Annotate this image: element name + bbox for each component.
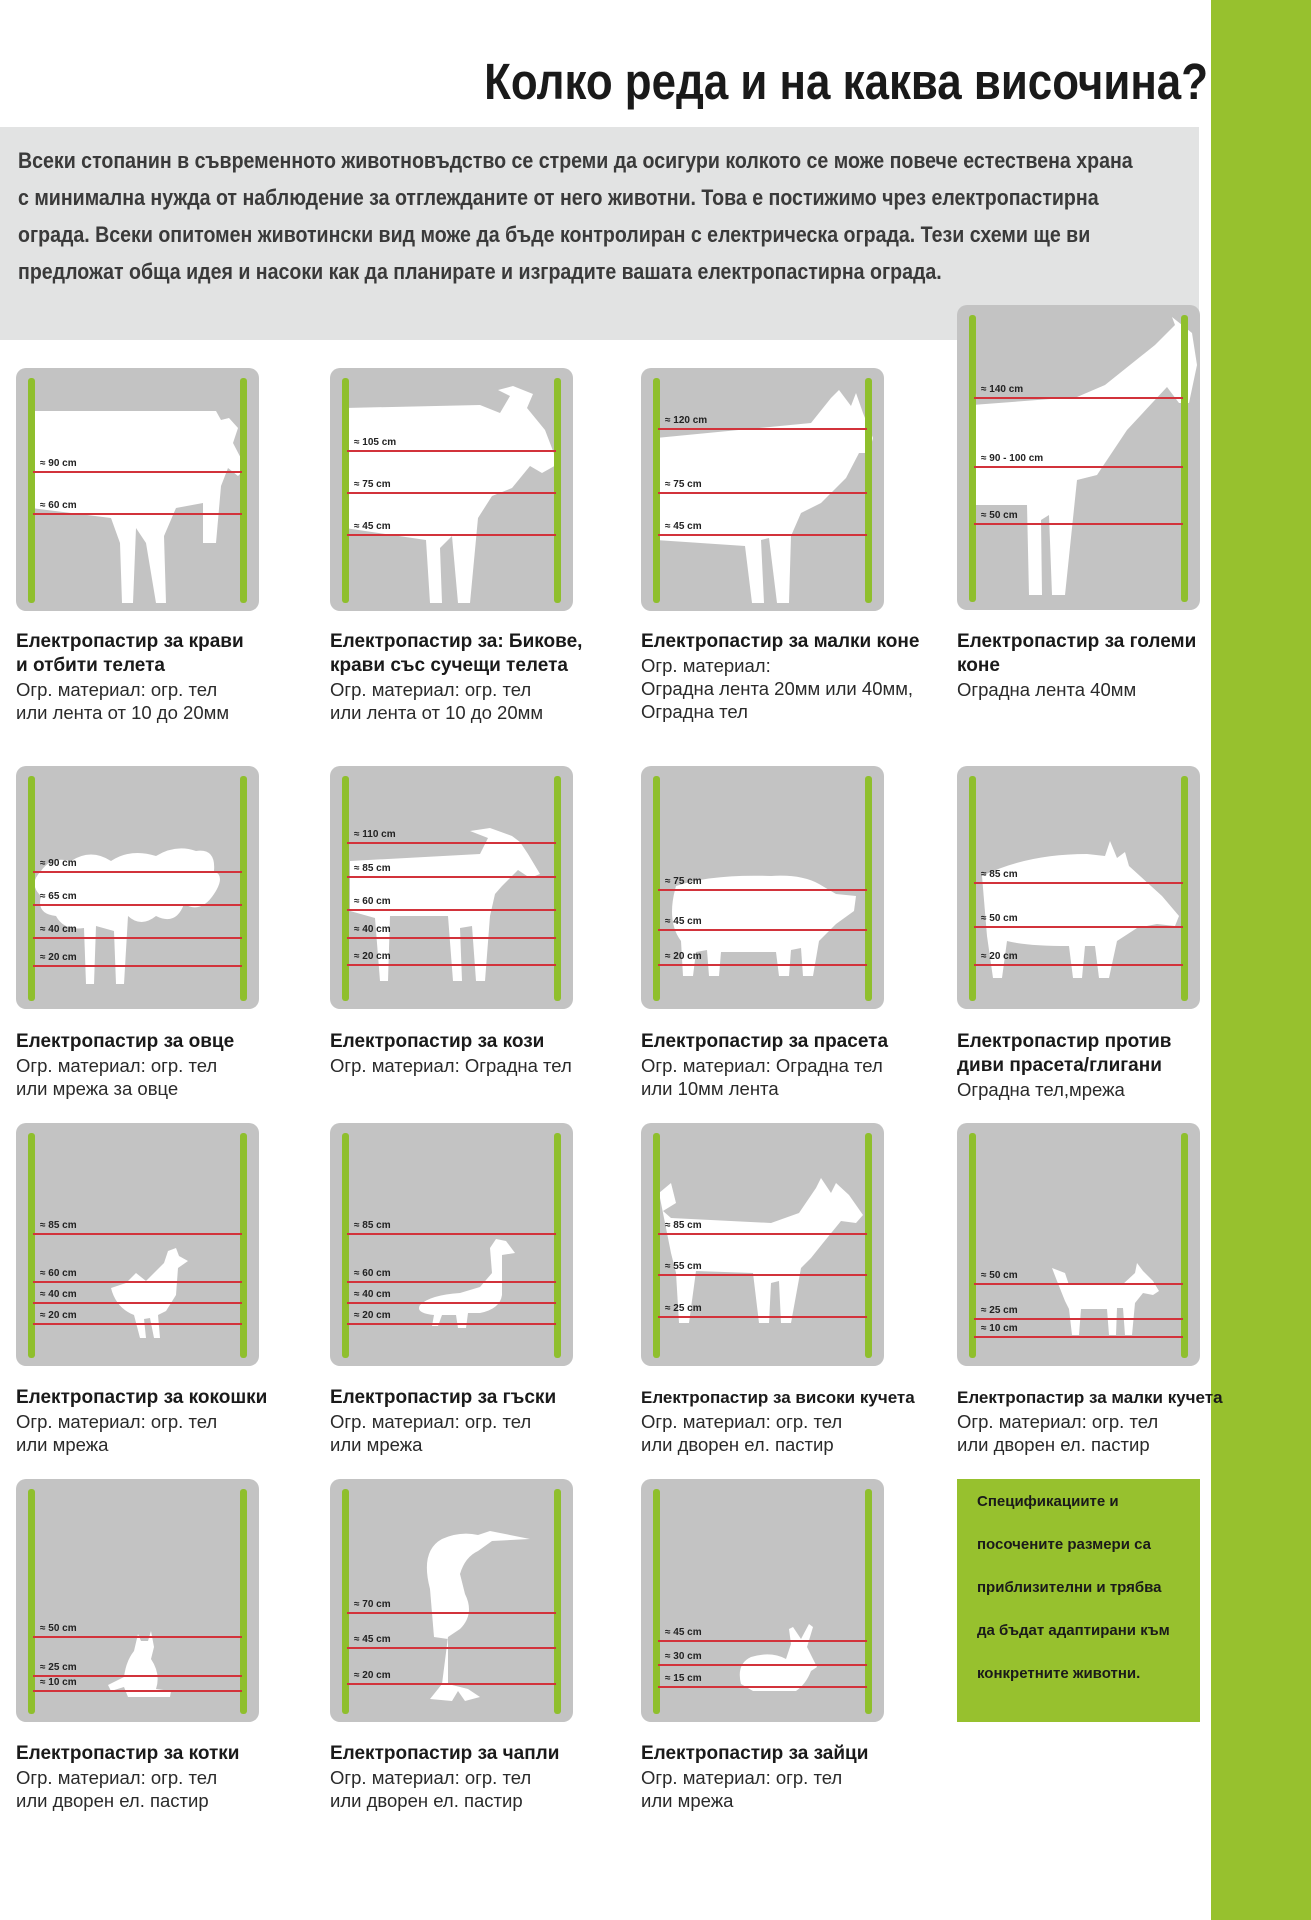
wire-height-label: ≈ 20 cm [354,951,391,962]
note-line: посочените размери са [977,1536,1151,1553]
wire-height-label: ≈ 45 cm [665,1627,702,1638]
wire-height-label: ≈ 85 cm [354,1220,391,1231]
fence-wire [347,964,556,966]
fence-wire [974,882,1183,884]
fence-caption-goat [330,1030,630,1077]
fence-wire [974,1318,1183,1320]
caption-heading: Електропастир за котки [16,1743,240,1764]
wire-height-label: ≈ 10 cm [981,1323,1018,1334]
fence-wire [974,926,1183,928]
fence-caption-cow [16,630,316,724]
fence-wire [33,513,242,515]
note-line: да бъдат адаптирани към [977,1622,1170,1639]
fence-post-left [28,1489,35,1714]
fence-wire [658,1640,867,1642]
caption-material: или мрежа за овце [16,1078,179,1099]
wire-height-label: ≈ 85 cm [981,869,1018,880]
fence-wire [347,876,556,878]
fence-card-cow [16,368,259,611]
fence-card-goat [330,766,573,1009]
intro-line: с минимална нужда от наблюдение за отглежданите от него животни. Това е постижимо чрез електропастирна [18,185,1099,210]
right-green-stripe [1211,0,1311,1920]
caption-material: Огр. материал: Оградна тел [330,1055,572,1076]
fence-wire [347,492,556,494]
caption-material: или мрежа [16,1434,109,1455]
fence-card-small-dog [957,1123,1200,1366]
caption-material: Огр. материал: огр. тел [641,1411,843,1432]
goat-silhouette [330,766,573,1009]
fence-wire [658,1233,867,1235]
wire-height-label: ≈ 25 cm [665,1303,702,1314]
wire-height-label: ≈ 45 cm [665,916,702,927]
wire-height-label: ≈ 20 cm [665,951,702,962]
sheep-silhouette [16,766,259,1009]
fence-wire [658,428,867,430]
caption-heading: крави със сучещи телета [330,655,568,676]
wire-height-label: ≈ 20 cm [40,1310,77,1321]
fence-wire [974,1283,1183,1285]
wire-height-label: ≈ 50 cm [981,913,1018,924]
fence-post-left [28,378,35,603]
caption-heading: Електропастир за малки коне [641,631,920,652]
fence-caption-wild-boar [957,1030,1257,1101]
fence-wire [658,1686,867,1688]
wire-height-label: ≈ 60 cm [40,500,77,511]
wire-height-label: ≈ 85 cm [40,1220,77,1231]
fence-wire [33,1690,242,1692]
caption-heading: Електропастир за: Бикове, [330,631,583,652]
fence-post-right [240,1489,247,1714]
caption-material: или мрежа [330,1434,423,1455]
wire-height-label: ≈ 60 cm [354,1268,391,1279]
intro-line: предложат обща идея и насоки как да планирате и изградите вашата електропастирна ограда. [18,259,942,284]
fence-wire [658,889,867,891]
fence-post-right [1181,776,1188,1001]
fence-post-right [554,776,561,1001]
fence-post-left [342,1489,349,1714]
caption-heading: Електропастир за кози [330,1031,545,1052]
fence-wire [658,1274,867,1276]
wire-height-label: ≈ 15 cm [665,1673,702,1684]
wire-height-label: ≈ 40 cm [40,924,77,935]
wire-height-label: ≈ 45 cm [665,521,702,532]
caption-material: Огр. материал: огр. тел [330,1767,532,1788]
fence-wire [658,1316,867,1318]
caption-material: Огр. материал: огр. тел [330,679,532,700]
fence-wire [33,965,242,967]
wire-height-label: ≈ 45 cm [354,1634,391,1645]
intro-line: ограда. Всеки опитомен животински вид може да бъде контролиран с електрическа ограда. Тези схеми ще ви [18,222,1091,247]
fence-wire [347,842,556,844]
wire-height-label: ≈ 75 cm [665,876,702,887]
wire-height-label: ≈ 120 cm [665,415,708,426]
fence-wire [33,871,242,873]
fence-caption-cat [16,1742,316,1812]
fence-post-left [969,1133,976,1358]
fence-card-pig [641,766,884,1009]
caption-material: Огр. материал: огр. тел [16,679,218,700]
fence-wire [658,1664,867,1666]
wire-height-label: ≈ 85 cm [354,863,391,874]
heron-shape [427,1531,530,1701]
fence-post-right [1181,315,1188,602]
fence-caption-bull [330,630,630,724]
wire-height-label: ≈ 10 cm [40,1677,77,1688]
fence-card-chicken [16,1123,259,1366]
wire-height-label: ≈ 30 cm [665,1651,702,1662]
wire-height-label: ≈ 75 cm [665,479,702,490]
wild-boar-silhouette [957,766,1200,1009]
caption-material: или дворен ел. пастир [641,1434,834,1455]
fence-post-right [865,1133,872,1358]
fence-wire [347,450,556,452]
wire-height-label: ≈ 60 cm [40,1268,77,1279]
bull-shape [345,386,558,603]
caption-material: Огр. материал: Оградна тел [641,1055,883,1076]
tall-dog-shape [659,1178,863,1323]
fence-wire [33,937,242,939]
fence-wire [33,904,242,906]
fence-post-left [653,1133,660,1358]
small-dog-shape [1052,1263,1159,1335]
fence-wire [347,909,556,911]
fence-caption-sheep [16,1030,316,1100]
fence-post-right [865,378,872,603]
cat-shape [108,1631,171,1697]
fence-wire [658,929,867,931]
caption-material: или лента от 10 до 20мм [16,702,230,723]
caption-heading: Електропастир за високи кучета [641,1388,915,1407]
fence-post-left [653,378,660,603]
fence-post-right [240,776,247,1001]
fence-wire [33,1281,242,1283]
fence-wire [658,492,867,494]
fence-wire [33,471,242,473]
fence-post-right [554,1489,561,1714]
caption-material: Огр. материал: огр. тел [16,1767,218,1788]
wire-height-label: ≈ 60 cm [354,896,391,907]
caption-heading: Електропастир за зайци [641,1743,869,1764]
fence-wire [347,1302,556,1304]
caption-heading: Електропастир за прасета [641,1031,889,1052]
caption-heading: Електропастир за гъски [330,1387,557,1408]
fence-post-left [969,776,976,1001]
wire-height-label: ≈ 25 cm [40,1662,77,1673]
fence-wire [974,397,1183,399]
wire-height-label: ≈ 90 cm [40,458,77,469]
fence-wire [974,523,1183,525]
fence-wire [347,1647,556,1649]
fence-caption-rabbit [641,1742,941,1812]
fence-wire [33,1302,242,1304]
caption-heading: и отбити телета [16,655,165,676]
caption-heading: Електропастир за овце [16,1031,235,1052]
wire-height-label: ≈ 105 cm [354,437,397,448]
wire-height-label: ≈ 85 cm [665,1220,702,1231]
wire-height-label: ≈ 140 cm [981,384,1024,395]
note-line: Спецификациите и [977,1493,1119,1510]
caption-material: Огр. материал: огр. тел [16,1055,218,1076]
pig-silhouette [641,766,884,1009]
caption-material: Оградна тел [641,701,748,722]
caption-material: Оградна тел,мрежа [957,1079,1125,1100]
wire-height-label: ≈ 70 cm [354,1599,391,1610]
fence-wire [347,1233,556,1235]
fence-wire [33,1323,242,1325]
note-line: приблизителни и трябва [977,1579,1162,1596]
fence-caption-chicken [16,1386,316,1456]
wire-height-label: ≈ 50 cm [981,1270,1018,1281]
fence-card-bull [330,368,573,611]
fence-card-large-horse [957,305,1200,610]
fence-wire [347,1323,556,1325]
wire-height-label: ≈ 20 cm [40,952,77,963]
caption-material: или лента от 10 до 20мм [330,702,544,723]
rabbit-shape [740,1624,817,1691]
intro-paragraph [18,142,1184,290]
wire-height-label: ≈ 40 cm [40,1289,77,1300]
wire-height-label: ≈ 75 cm [354,479,391,490]
caption-heading: Електропастир за кокошки [16,1387,268,1408]
wire-height-label: ≈ 20 cm [354,1310,391,1321]
intro-line: Всеки стопанин в съвременното животновъдство се стреми да осигури колкото се може повече естествена храна [18,148,1133,173]
note-line: конкретните животни. [977,1665,1141,1682]
fence-wire [658,964,867,966]
fence-post-left [969,315,976,602]
caption-material: Оградна лента 20мм или 40мм, [641,678,914,699]
fence-caption-pig [641,1030,941,1100]
fence-card-sheep [16,766,259,1009]
chicken-silhouette [16,1123,259,1366]
wire-height-label: ≈ 55 cm [665,1261,702,1272]
fence-card-rabbit [641,1479,884,1722]
caption-material: или дворен ел. пастир [957,1434,1150,1455]
fence-wire [347,937,556,939]
fence-wire [347,1612,556,1614]
caption-heading: Електропастир за крави [16,631,244,652]
caption-heading: Електропастир за чапли [330,1743,560,1764]
caption-material: Огр. материал: огр. тел [957,1411,1159,1432]
wire-height-label: ≈ 25 cm [981,1305,1018,1316]
fence-post-right [865,1489,872,1714]
fence-wire [347,1281,556,1283]
fence-card-heron [330,1479,573,1722]
caption-material: Огр. материал: [641,655,771,676]
wire-height-label: ≈ 110 cm [354,829,396,840]
caption-material: Оградна лента 40мм [957,679,1137,700]
fence-wire [33,1636,242,1638]
wire-height-label: ≈ 65 cm [40,891,77,902]
fence-caption-heron [330,1742,630,1812]
fence-wire [658,534,867,536]
wire-height-label: ≈ 40 cm [354,924,391,935]
fence-wire [33,1233,242,1235]
caption-heading: Електропастир против [957,1031,1172,1052]
fence-card-small-horse [641,368,884,611]
fence-caption-tall-dog [641,1386,941,1456]
caption-heading: Електропастир за малки кучета [957,1388,1223,1407]
fence-post-right [1181,1133,1188,1358]
caption-heading: Електропастир за големи [957,631,1197,652]
wire-height-label: ≈ 90 cm [40,858,77,869]
fence-post-right [240,378,247,603]
fence-wire [974,1336,1183,1338]
fence-card-cat [16,1479,259,1722]
fence-card-tall-dog [641,1123,884,1366]
caption-material: или дворен ел. пастир [16,1790,209,1811]
caption-material: Огр. материал: огр. тел [16,1411,218,1432]
page-title: Колко реда и на каква височина? [484,53,1209,110]
cow-silhouette [16,368,259,611]
fence-wire [974,964,1183,966]
fence-post-left [653,1489,660,1714]
caption-material: или 10мм лента [641,1078,779,1099]
wire-height-label: ≈ 90 - 100 cm [981,453,1044,464]
fence-caption-small-horse [641,630,941,723]
fence-post-left [342,776,349,1001]
fence-post-left [28,776,35,1001]
fence-wire [974,466,1183,468]
goose-shape [419,1239,515,1328]
caption-material: Огр. материал: огр. тел [641,1767,843,1788]
fence-wire [347,1683,556,1685]
goose-silhouette [330,1123,573,1366]
fence-caption-large-horse [957,630,1257,701]
wire-height-label: ≈ 20 cm [354,1670,391,1681]
wire-height-label: ≈ 45 cm [354,521,391,532]
caption-material: или дворен ел. пастир [330,1790,523,1811]
wire-height-label: ≈ 50 cm [40,1623,77,1634]
fence-card-wild-boar [957,766,1200,1009]
chicken-shape [111,1248,188,1338]
caption-heading: диви прасета/глигани [957,1055,1162,1076]
caption-material: Огр. материал: огр. тел [330,1411,532,1432]
wire-height-label: ≈ 20 cm [981,951,1018,962]
caption-heading: коне [957,655,1000,676]
fence-wire [347,534,556,536]
fence-post-right [554,378,561,603]
tall-dog-silhouette [641,1123,884,1366]
wire-height-label: ≈ 40 cm [354,1289,391,1300]
wire-height-label: ≈ 50 cm [981,510,1018,521]
fence-caption-small-dog [957,1386,1257,1456]
fence-post-left [342,378,349,603]
fence-caption-goose [330,1386,630,1456]
note-box [957,1479,1200,1722]
fence-card-goose [330,1123,573,1366]
caption-material: или мрежа [641,1790,734,1811]
